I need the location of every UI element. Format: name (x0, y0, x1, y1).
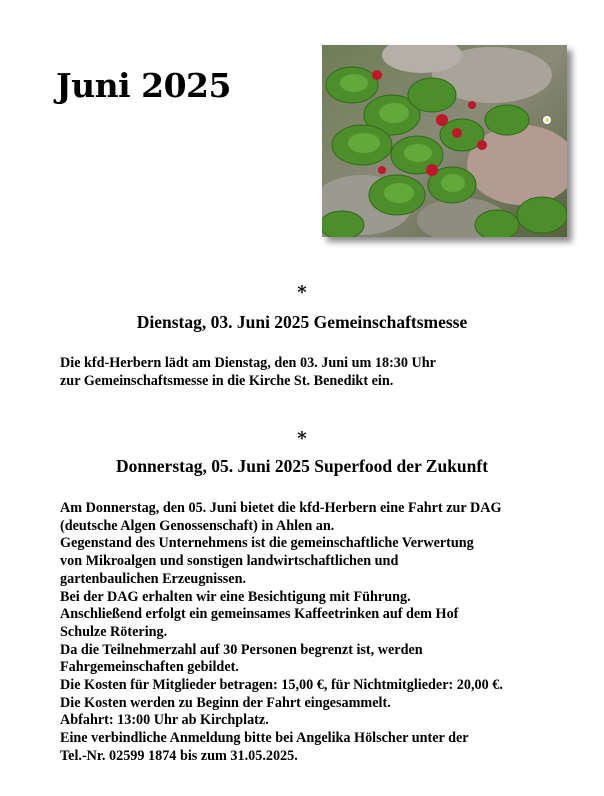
text-line: von Mikroalgen und sonstigen landwirtschaftlichen und (60, 553, 399, 570)
text-line: Schulze Rötering. (60, 623, 168, 640)
event-heading: Donnerstag, 05. Juni 2025 Superfood der Zukunft (115, 456, 489, 476)
text-line: Abfahrt: 13:00 Uhr ab Kirchplatz. (60, 712, 269, 729)
text-line: Bei der DAG erhalten wir eine Besichtigung mit Führung. (60, 588, 411, 605)
event-heading: Dienstag, 03. Juni 2025 Gemeinschaftsmesse (136, 312, 468, 332)
text-line: (deutsche Algen Genossenschaft) in Ahlen an. (60, 517, 335, 534)
text-line: Tel.-Nr. 02599 1874 bis zum 31.05.2025. (60, 747, 298, 764)
strawberry-plants-photo (322, 45, 567, 237)
text-line: gartenbaulichen Erzeugnissen. (60, 570, 247, 587)
text-line: Die kfd-Herbern lädt am Dienstag, den 03. Juni um 18:30 Uhr (60, 355, 436, 371)
text-line: Anschließend erfolgt ein gemeinsames Kaffeetrinken auf dem Hof (60, 606, 459, 623)
text-line: Fahrgemeinschaften gebildet. (60, 659, 239, 676)
text-line: Die Kosten für Mitglieder betragen: 15,00 €, für Nichtmitglieder: 20,00 €. (60, 677, 503, 694)
text-line: Da die Teilnehmerzahl auf 30 Personen begrenzt ist, werden (60, 641, 423, 658)
separator-star: * (297, 428, 307, 449)
text-line: Die Kosten werden zu Beginn der Fahrt eingesammelt. (60, 694, 391, 711)
event-description (60, 500, 580, 766)
text-line: zur Gemeinschaftsmesse in die Kirche St. Benedikt ein. (60, 372, 394, 389)
separator-star: * (297, 282, 307, 303)
text-line: Eine verbindliche Anmeldung bitte bei Angelika Hölscher unter der (60, 730, 469, 747)
text-line: Gegenstand des Unternehmens ist die gemeinschaftliche Verwertung (60, 535, 474, 552)
event-description (60, 355, 580, 390)
text-line: Am Donnerstag, den 05. Juni bietet die kfd-Herbern eine Fahrt zur DAG (60, 500, 502, 516)
page-title: Juni 2025 (56, 66, 231, 105)
